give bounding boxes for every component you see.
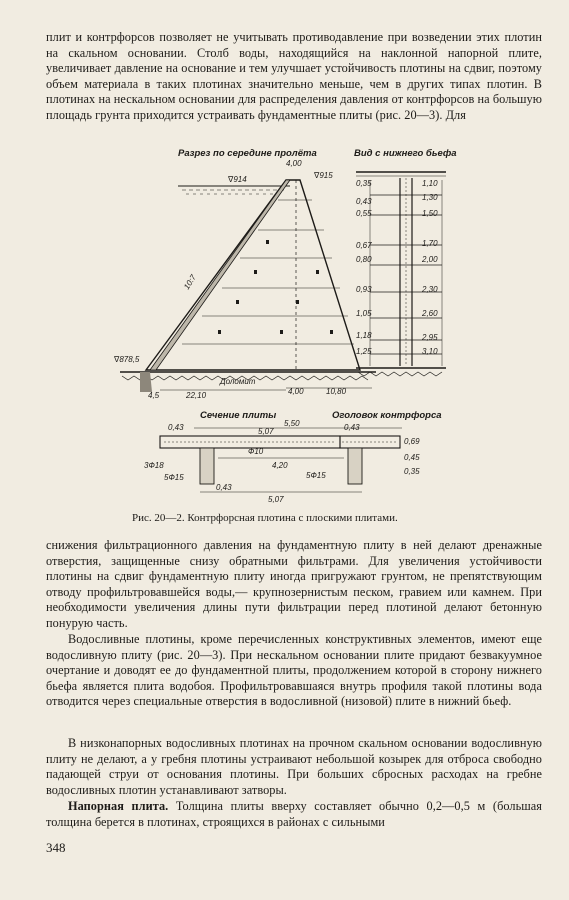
dl-2: 0,55: [356, 209, 372, 218]
dl-4: 0,80: [356, 255, 372, 264]
slab-section: [160, 428, 402, 492]
dl-1: 0,43: [356, 197, 372, 206]
rebar-5f15-a: 5Ф15: [164, 473, 184, 482]
dr-5: 2,30: [422, 285, 438, 294]
dr-0: 1,10: [422, 179, 438, 188]
rebar-f10: Ф10: [248, 447, 264, 456]
dim-5-07-bottom: 5,07: [268, 495, 284, 504]
label-dolomite: Доломит: [220, 377, 256, 386]
dim-0-45: 0,45: [404, 453, 420, 462]
elev-878: ∇878,5: [114, 355, 140, 364]
dam-section: [146, 180, 360, 370]
elev-915: ∇915: [314, 171, 333, 180]
label-slab-section: Сечение плиты: [200, 410, 277, 421]
rebar-5f15-b: 5Ф15: [306, 471, 326, 480]
dim-crest: 4,00: [286, 159, 302, 168]
dim-5-50: 5,50: [284, 419, 300, 428]
paragraph-5-heading: Напорная плита.: [68, 799, 169, 813]
dim-10-80: 10,80: [326, 387, 347, 396]
elev-914: ∇914: [228, 175, 247, 184]
dl-5: 0,93: [356, 285, 372, 294]
dim-5-07-top: 5,07: [258, 427, 274, 436]
dr-7: 2,95: [422, 333, 438, 342]
dim-22-10: 22,10: [186, 391, 207, 400]
figure-caption: Рис. 20—2. Контрфорсная плотина с плоскими плитами.: [132, 512, 398, 524]
page-number: 348: [46, 840, 66, 855]
dr-4: 2,00: [422, 255, 438, 264]
dl-0: 0,35: [356, 179, 372, 188]
dl-6: 1,05: [356, 309, 372, 318]
paragraph-5: [46, 799, 542, 830]
dim-0-43-b: 0,43: [344, 423, 360, 432]
dr-2: 1,50: [422, 209, 438, 218]
dl-7: 1,18: [356, 331, 372, 340]
dim-0-35: 0,35: [404, 467, 420, 476]
dim-4-5: 4,5: [148, 391, 160, 400]
label-view-down: Вид с нижнего бьефа: [354, 148, 457, 159]
slope-label: 10:7: [182, 273, 198, 292]
label-section-mid: Разрез по середине пролёта: [178, 148, 317, 159]
paragraph-4: В низконапорных водосливных плотинах на прочном скальном основании водосливную плиту не делают, а у гребня плотины устраивают небольшой козырек для отброса свободно падающей струи от основания плотины. При больших сбросных расходах на гребне водосливных плотин устанавливают затворы.: [46, 736, 542, 797]
dim-0-43-a: 0,43: [168, 423, 184, 432]
figure-buttress-dam: [100, 140, 540, 510]
dim-4-20: 4,20: [272, 461, 288, 470]
dim-0-69: 0,69: [404, 437, 420, 446]
water-surface: [178, 186, 290, 194]
paragraph-1: плит и контрфорсов позволяет не учитывать противодавление при возведении этих плотин на скальном основании. Столб воды, находящийся на наклонной напорной плите, увеличивает давление на основание и тем улучшает устойчивость плотины на сдвиг, поэтому объем материала в таких плотинах значительно меньше, чем в других типах плотин. В плотинах на нескальном основании для распределения давления от контрфорсов на большую площадь грунта приходится устраивать фундаментные плиты (рис. 20—3). Для: [46, 30, 542, 122]
dl-3: 0,67: [356, 241, 372, 250]
dr-3: 1,70: [422, 239, 438, 248]
dr-8: 3,10: [422, 347, 438, 356]
paragraph-2: снижения фильтрационного давления на фундаментную плиту в ней делают дренажные отверстия, защищенные снизу обратными фильтрами. Для увеличения устойчивости плотины на сдвиг фундаментную плиту иногда пригружают грунтом, не препятствующим отводу профильтровавшейся воды,— крупнозернистым песком, гравием или камнем. При необходимости увеличения длины пути фильтрации перед плотиной делают бетонную понурую часть.: [46, 538, 542, 630]
dr-6: 2,60: [422, 309, 438, 318]
rebar-3f18: 3Ф18: [144, 461, 164, 470]
label-buttress-head: Оголовок контрфорса: [332, 410, 442, 421]
dr-1: 1,30: [422, 193, 438, 202]
paragraph-3: Водосливные плотины, кроме перечисленных конструктивных элементов, имеют еще водосливную плиту (рис. 20—3). При нескальном основании плите придают безвакуумное очертание и доводят ее до фундаментной плиты, продолжением которой в сторону нижнего бьефа является плита водобоя. Профильтровавшаяся внутрь профиля такой плотины вода отводится через специальные отверстия в водосливной (низовой) плите в нижний бьеф.: [46, 632, 542, 709]
dl-8: 1,25: [356, 347, 372, 356]
paragraph-5-body: Толщина плиты вверху составляет обычно 0,2—0,5 м (большая толщина берется в плотинах, строящихся в районах с сильными: [46, 799, 542, 829]
dim-0-43-c: 0,43: [216, 483, 232, 492]
dim-4-00: 4,00: [288, 387, 304, 396]
